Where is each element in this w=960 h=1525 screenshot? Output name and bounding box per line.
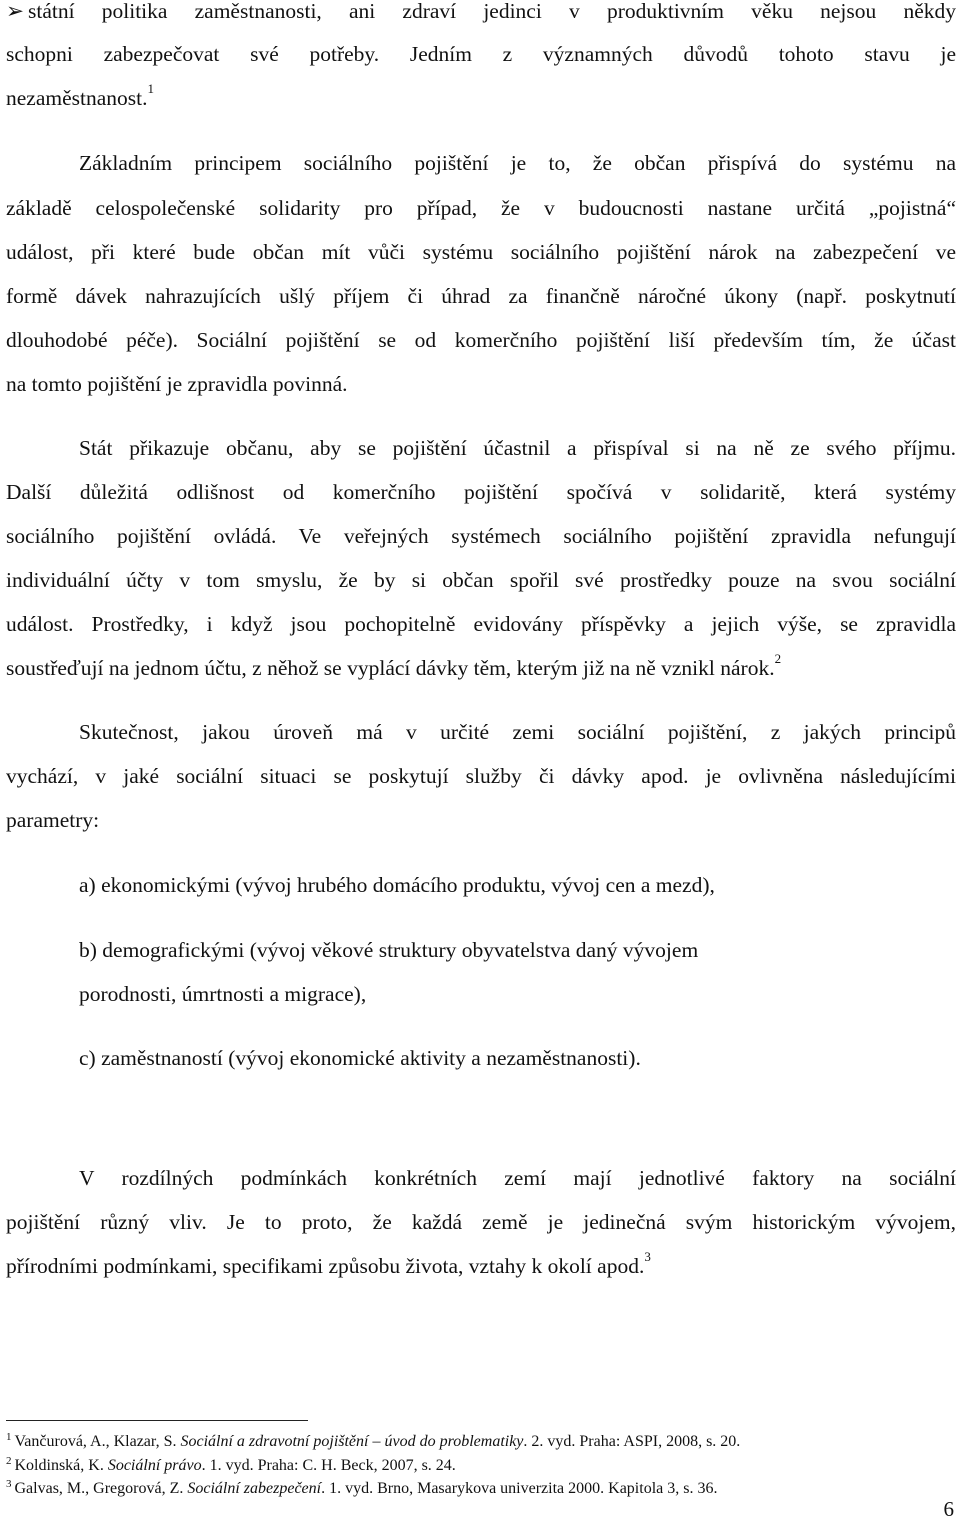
para2-line-5: událost. Prostředky, i když jsou pochopitelně evidovány příspěvky a jejich výše, se zpravidla [6,612,956,636]
footnote-3: $^3$ Galvas, M., Gregorová, Z. Sociální zabezpečení. 1. vyd. Brno, Masarykova univerzita 2000. Kapitola 3, s. 36. [6,1477,718,1497]
bullet-line-3: nezaměstnanost.$^1$ [6,80,154,110]
para4-line-1: V rozdílných podmínkách konkrétních zemí mají jednotlivé faktory na sociální [79,1166,956,1190]
para1-line-1: Základním principem sociálního pojištění je to, že občan přispívá do systému na [79,151,956,175]
para1-line-6: na tomto pojištění je zpravidla povinná. [6,372,348,396]
footnote-1: $^1$ Vančurová, A., Klazar, S. Sociální a zdravotní pojištění – úvod do problematiky. 2. vyd. Praha: ASPI, 2008, s. 20. [6,1430,741,1450]
para2-line-4: individuální účty v tom smyslu, že by si občan spořil své prostředky pouze na svou sociální [6,568,956,592]
bullet-line-1: ➢ státní politika zaměstnanosti, ani zdraví jedinci v produktivním věku nejsou někdy [4,0,956,26]
para1-line-4: formě dávek nahrazujících ušlý příjem či úhrad za finančně náročné úkony (např. poskytnutí [6,284,956,308]
para4-line-3: přírodními podmínkami, specifikami způsobu života, vztahy k okolí apod.$^3$ [6,1248,651,1278]
footnote-2: $^2$ Koldinská, K. Sociální právo. 1. vyd. Praha: C. H. Beck, 2007, s. 24. [6,1454,456,1474]
para3-line-2: vychází, v jaké sociální situaci se poskytují služby či dávky apod. je ovlivněna následujícími [6,764,956,788]
arrow-bullet-icon: ➢ [6,0,25,23]
para2-line-1: Stát přikazuje občanu, aby se pojištění účastnil a přispíval si na ně ze svého příjmu. [79,436,956,460]
list-item-b: b) demografickými (vývoj věkové struktury obyvatelstva daný vývojem [79,938,699,962]
footnote-ref-1: 1 [147,80,154,96]
list-item-b-cont: porodnosti, úmrtnosti a migrace), [79,982,367,1006]
bullet-line-2: schopni zabezpečovat své potřeby. Jedním z významných důvodů tohoto stavu je [6,42,956,66]
list-item-c: c) zaměstnaností (vývoj ekonomické aktivity a nezaměstnanosti). [79,1046,641,1070]
para1-line-5: dlouhodobé péče). Sociální pojištění se od komerčního pojištění liší především tím, že účast [6,328,956,352]
footnote-separator [6,1420,308,1421]
para1-line-2: základě celospolečenské solidarity pro případ, že v budoucnosti nastane určitá „pojistná“ [6,196,956,220]
page-number: 6 [943,1497,954,1521]
list-item-a: a) ekonomickými (vývoj hrubého domácího produktu, vývoj cen a mezd), [79,873,715,897]
para3-line-3: parametry: [6,808,100,832]
para2-line-2: Další důležitá odlišnost od komerčního pojištění spočívá v solidaritě, která systémy [6,480,956,504]
footnote-ref-2: 2 [774,650,782,666]
para4-line-2: pojištění různý vliv. Je to proto, že každá země je jedinečná svým historickým vývojem, [6,1210,956,1234]
para3-line-1: Skutečnost, jakou úroveň má v určité zemi sociální pojištění, z jakých principů [79,720,956,744]
para1-line-3: událost, při které bude občan mít vůči systému sociálního pojištění nárok na zabezpečení ve [6,240,956,264]
para2-line-3: sociálního pojištění ovládá. Ve veřejných systémech sociálního pojištění zpravidla nefungují [6,524,956,548]
para2-line-6: soustřeďují na jednom účtu, z něhož se vyplácí dávky těm, kterým již na ně vznikl nárok.$^2$ [6,650,782,680]
footnote-ref-3: 3 [644,1248,651,1264]
